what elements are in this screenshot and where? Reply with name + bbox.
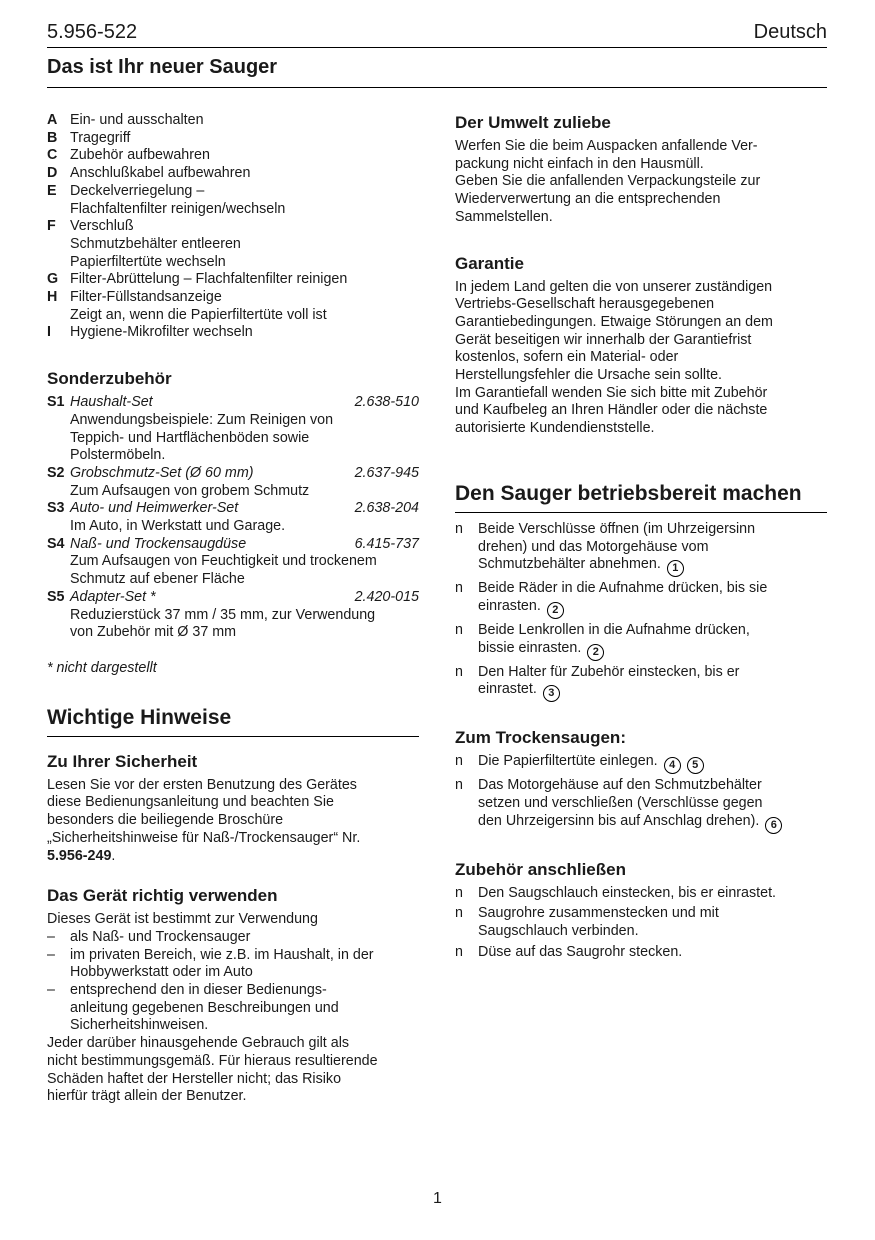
legend-item — [47, 183, 419, 218]
step-text — [478, 885, 827, 903]
step-text — [478, 753, 827, 774]
step-line-text: den Uhrzeigersinn bis auf Anschlag drehen). — [478, 812, 760, 829]
bullet-marker: n — [455, 520, 463, 537]
text-line: Werfen Sie die beim Auspacken anfallende Ver- — [455, 138, 758, 154]
step-text — [478, 580, 827, 619]
garantie-heading: Garantie — [455, 253, 524, 273]
text-line: hierfür trägt allein der Benutzer. — [47, 1088, 247, 1105]
step-line — [478, 944, 827, 962]
accessory-item — [47, 465, 419, 500]
legend-line: Anschlußkabel aufbewahren — [70, 165, 251, 182]
text-line: Geben Sie die anfallenden Verpackungsteile zur — [455, 173, 761, 190]
legend-line: Tragegriff — [70, 129, 131, 146]
text-line: autorisierte Kundendienststelle. — [455, 420, 655, 437]
legend-key: A — [47, 112, 58, 128]
figure-ref-number: 2 — [587, 644, 604, 661]
legend-key: C — [47, 147, 58, 164]
step-text — [478, 622, 827, 661]
step-item — [455, 521, 827, 577]
legend-text — [70, 165, 419, 183]
step-line-text: Saugschlauch verbinden. — [478, 923, 639, 940]
verwenden-heading: Das Gerät richtig verwenden — [47, 886, 278, 906]
accessory-item — [47, 536, 419, 589]
legend-line: Hygiene-Mikrofilter wechseln — [70, 324, 253, 341]
text-line: Garantiebedingungen. Etwaige Störungen an dem — [455, 313, 773, 330]
accessory-key: S5 — [47, 588, 65, 605]
step-line-text: Die Papierfiltertüte einlegen. — [478, 753, 658, 770]
legend-item — [47, 147, 419, 165]
ref-suffix: . — [111, 847, 116, 864]
sicherheit-heading: Zu Ihrer Sicherheit — [47, 751, 198, 771]
legend-line: Ein- und ausschalten — [70, 112, 204, 128]
accessory-name: Auto- und Heimwerker-Set — [70, 500, 239, 517]
legend-line: Verschluß — [70, 218, 134, 235]
accessory-body — [70, 589, 419, 642]
text-line: packung nicht einfach in den Hausmüll. — [455, 155, 704, 172]
legend-item — [47, 112, 419, 130]
text-line: besonders die beiliegende Broschüre — [47, 812, 284, 829]
sonderzubehoer-list — [47, 394, 419, 642]
step-text — [478, 777, 827, 833]
step-line-text: einrastet. — [478, 681, 537, 698]
step-line-text: einrasten. — [478, 597, 541, 614]
usage-line: im privaten Bereich, wie z.B. im Haushalt, in der — [70, 946, 374, 963]
legend-text — [70, 324, 419, 342]
legend-item — [47, 289, 419, 324]
footnote: * nicht dargestellt — [47, 659, 157, 676]
accessory-name: Adapter-Set * — [70, 588, 156, 605]
usage-item — [47, 947, 419, 982]
step-text — [478, 944, 827, 962]
figure-ref-number: 1 — [667, 560, 684, 577]
usage-line: entsprechend den in dieser Bedienungs- — [70, 982, 327, 999]
accessory-code: 6.415-737 — [354, 535, 419, 552]
legend-key: H — [47, 289, 58, 306]
garantie-text — [455, 279, 827, 438]
step-line-text: Beide Räder in die Aufnahme drücken, bis sie — [478, 580, 768, 597]
step-line-text: Das Motorgehäuse auf den Schmutzbehälter — [478, 777, 762, 794]
accessory-body — [70, 536, 419, 589]
left-column — [47, 112, 419, 1106]
usage-text — [70, 947, 419, 982]
bullet-marker: n — [455, 905, 463, 922]
text-line: und Kaufbeleg an Ihren Händler oder die nächste — [455, 402, 768, 419]
usage-text — [70, 982, 419, 1035]
betriebsbereit-heading: Den Sauger betriebsbereit machen — [455, 480, 827, 513]
step-line-text: Den Halter für Zubehör einstecken, bis er — [478, 663, 740, 680]
document-number: 5.956-522 — [47, 21, 138, 43]
verwenden-closing — [47, 1035, 419, 1106]
accessory-desc: Schmutz auf ebener Fläche — [70, 571, 245, 588]
usage-line: als Naß- und Trockensauger — [70, 928, 251, 945]
accessory-code: 2.637-945 — [354, 464, 419, 481]
accessory-key: S2 — [47, 464, 65, 481]
text-line: Lesen Sie vor der ersten Benutzung des Gerätes — [47, 776, 357, 793]
legend-item — [47, 324, 419, 342]
step-line — [478, 681, 827, 702]
step-line — [478, 640, 827, 661]
legend-key: G — [47, 271, 59, 288]
usage-item — [47, 929, 419, 947]
text-line: Jeder darüber hinausgehende Gebrauch gilt als — [47, 1035, 350, 1052]
trockensaugen-list — [455, 753, 827, 833]
accessory-body — [70, 465, 419, 500]
step-text — [478, 664, 827, 703]
dash-marker: – — [47, 928, 55, 945]
sicherheit-text — [47, 777, 419, 848]
usage-line: Hobbywerkstatt oder im Auto — [70, 964, 253, 981]
accessory-body — [70, 394, 419, 465]
bullet-marker: n — [455, 943, 463, 960]
step-line — [478, 556, 827, 577]
legend-text — [70, 218, 419, 271]
text-line: Schäden haftet der Hersteller nicht; das Risiko — [47, 1070, 342, 1087]
legend-key: D — [47, 165, 58, 182]
accessory-desc: von Zubehör mit Ø 37 mm — [70, 624, 237, 641]
accessory-name: Grobschmutz-Set (Ø 60 mm) — [70, 464, 254, 481]
legend-text — [70, 183, 419, 218]
text-line: Gerät beseitigen wir innerhalb der Garantiefrist — [455, 331, 752, 348]
accessory-body — [70, 500, 419, 535]
bullet-marker: n — [455, 884, 463, 901]
legend-text — [70, 112, 419, 130]
text-line: nicht bestimmungsgemäß. Für hieraus resultierende — [47, 1052, 378, 1069]
legend-line: Schmutzbehälter entleeren — [70, 235, 241, 252]
usage-text — [70, 929, 419, 947]
zubehoer-heading: Zubehör anschließen — [455, 859, 626, 879]
text-line: Vertriebs-Gesellschaft herausgegebenen — [455, 296, 715, 313]
verwenden-list — [47, 929, 419, 1035]
legend-line: Zubehör aufbewahren — [70, 147, 210, 164]
betriebsbereit-list — [455, 521, 827, 703]
step-line-text: drehen) und das Motorgehäuse vom — [478, 538, 709, 555]
step-line — [478, 813, 827, 834]
text-line: Herstellungsfehler die Ursache sein sollte. — [455, 367, 723, 384]
step-line-text: setzen und verschließen (Verschlüsse gegen — [478, 795, 763, 812]
figure-ref-number: 5 — [687, 757, 704, 774]
step-item — [455, 905, 827, 940]
accessory-title-row — [70, 536, 419, 554]
accessory-desc: Teppich- und Hartflächenböden sowie — [70, 429, 310, 446]
bullet-marker: n — [455, 777, 463, 794]
usage-line: Sicherheitshinweisen. — [70, 1017, 209, 1034]
umwelt-text — [455, 138, 827, 227]
step-line-text: Saugrohre zusammenstecken und mit — [478, 905, 719, 922]
step-line — [478, 539, 827, 557]
zubehoer-list — [455, 885, 827, 962]
bullet-marker: n — [455, 663, 463, 680]
step-text — [478, 521, 827, 577]
accessory-code: 2.638-510 — [354, 394, 419, 411]
accessory-title-row — [70, 589, 419, 607]
accessory-desc: Polstermöbeln. — [70, 447, 166, 464]
step-item — [455, 622, 827, 661]
legend-line: Papierfiltertüte wechseln — [70, 253, 226, 270]
step-line-text: Düse auf das Saugrohr stecken. — [478, 943, 683, 960]
legend-key: E — [47, 182, 57, 199]
text-line: Wiederverwertung an die entsprechenden — [455, 191, 721, 208]
wichtige-hinweise-heading: Wichtige Hinweise — [47, 704, 419, 737]
legend-line: Filter-Abrüttelung – Flachfaltenfilter reinigen — [70, 271, 348, 288]
step-line-text: bissie einrasten. — [478, 639, 582, 656]
legend-item — [47, 271, 419, 289]
step-line — [478, 622, 827, 640]
accessory-desc: Zum Aufsaugen von Feuchtigkeit und trockenem — [70, 553, 377, 570]
page-title: Das ist Ihr neuer Sauger — [47, 56, 278, 78]
legend-line: Filter-Füllstandsanzeige — [70, 289, 222, 306]
accessory-title-row — [70, 465, 419, 483]
step-line — [478, 923, 827, 941]
step-item — [455, 753, 827, 774]
step-line — [478, 521, 827, 539]
bullet-marker: n — [455, 753, 463, 770]
accessory-name: Naß- und Trockensaugdüse — [70, 535, 247, 552]
bullet-marker: n — [455, 580, 463, 597]
step-line — [478, 580, 827, 598]
text-line: diese Bedienungsanleitung und beachten Sie — [47, 794, 334, 811]
title-rule — [47, 87, 827, 88]
sicherheit-ref — [47, 848, 419, 866]
trockensaugen-heading: Zum Trockensaugen: — [455, 728, 626, 748]
usage-line: anleitung gegebenen Beschreibungen und — [70, 999, 339, 1016]
accessory-desc: Reduzierstück 37 mm / 35 mm, zur Verwendung — [70, 606, 376, 623]
legend-key: I — [47, 324, 51, 341]
accessory-title-row — [70, 500, 419, 518]
text-line: In jedem Land gelten die von unserer zuständigen — [455, 278, 773, 295]
accessory-code: 2.420-015 — [354, 588, 419, 605]
step-item — [455, 777, 827, 833]
step-line-text: Den Saugschlauch einstecken, bis er einrastet. — [478, 884, 777, 901]
accessory-code: 2.638-204 — [354, 500, 419, 517]
verwenden-intro: Dieses Gerät ist bestimmt zur Verwendung — [47, 911, 318, 928]
accessory-desc: Anwendungsbeispiele: Zum Reinigen von — [70, 411, 334, 428]
legend-text — [70, 271, 419, 289]
step-text — [478, 905, 827, 940]
text-line: „Sicherheitshinweise für Naß-/Trockensauger“ Nr. — [47, 829, 361, 846]
dash-marker: – — [47, 946, 55, 963]
step-item — [455, 944, 827, 962]
step-line — [478, 905, 827, 923]
sonderzubehoer-heading: Sonderzubehör — [47, 369, 172, 389]
language-label: Deutsch — [753, 21, 827, 43]
dash-marker: – — [47, 982, 55, 999]
accessory-key: S1 — [47, 394, 65, 411]
legend-list — [47, 112, 419, 342]
step-line — [478, 777, 827, 795]
accessory-key: S3 — [47, 500, 65, 517]
figure-ref-number: 2 — [547, 602, 564, 619]
legend-item — [47, 130, 419, 148]
figure-ref-number: 3 — [543, 685, 560, 702]
step-item — [455, 664, 827, 703]
step-item — [455, 885, 827, 903]
legend-key: F — [47, 218, 56, 235]
step-line-text: Beide Lenkrollen in die Aufnahme drücken, — [478, 621, 750, 638]
step-line — [478, 885, 827, 903]
accessory-desc: Zum Aufsaugen von grobem Schmutz — [70, 482, 310, 499]
text-line: Im Garantiefall wenden Sie sich bitte mit Zubehör — [455, 384, 768, 401]
bullet-marker: n — [455, 621, 463, 638]
right-column — [455, 112, 827, 965]
accessory-item — [47, 589, 419, 642]
accessory-item — [47, 500, 419, 535]
legend-line: Deckelverriegelung – — [70, 182, 205, 199]
legend-text — [70, 289, 419, 324]
legend-item — [47, 218, 419, 271]
legend-text — [70, 147, 419, 165]
step-line — [478, 753, 827, 774]
text-line: Sammelstellen. — [455, 208, 553, 225]
text-line: kostenlos, sofern ein Material- oder — [455, 349, 679, 366]
figure-ref-number: 4 — [664, 757, 681, 774]
accessory-item — [47, 394, 419, 465]
step-line-text: Schmutzbehälter abnehmen. — [478, 556, 661, 573]
legend-item — [47, 165, 419, 183]
legend-line: Flachfaltenfilter reinigen/wechseln — [70, 200, 286, 217]
legend-line: Zeigt an, wenn die Papierfiltertüte voll ist — [70, 306, 327, 323]
figure-ref-number: 6 — [765, 817, 782, 834]
usage-item — [47, 982, 419, 1035]
accessory-desc: Im Auto, in Werkstatt und Garage. — [70, 518, 286, 535]
step-line — [478, 664, 827, 682]
umwelt-heading: Der Umwelt zuliebe — [455, 113, 611, 132]
step-item — [455, 580, 827, 619]
accessory-title-row — [70, 394, 419, 412]
header-rule — [47, 47, 827, 48]
accessory-name: Haushalt-Set — [70, 394, 153, 411]
step-line-text: Beide Verschlüsse öffnen (im Uhrzeigersinn — [478, 520, 756, 537]
legend-key: B — [47, 129, 58, 146]
step-line — [478, 598, 827, 619]
brochure-number: 5.956-249 — [47, 847, 112, 864]
legend-text — [70, 130, 419, 148]
accessory-key: S4 — [47, 535, 65, 552]
page-number: 1 — [433, 1190, 442, 1207]
step-line — [478, 795, 827, 813]
